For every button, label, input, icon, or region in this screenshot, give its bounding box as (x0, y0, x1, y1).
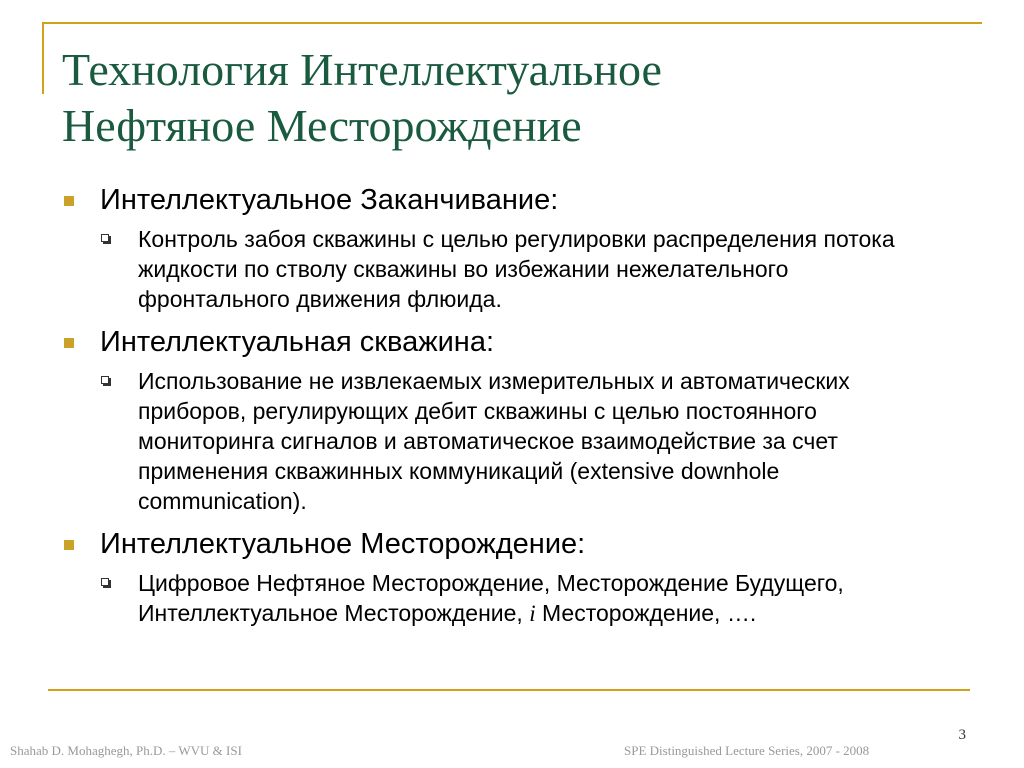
left-rule (42, 22, 44, 94)
footer-series: SPE Distinguished Lecture Series, 2007 - 2008 (624, 743, 870, 758)
bullet-heading: Интеллектуальная скважина: (100, 326, 495, 358)
hollow-square-bullet-icon (101, 234, 109, 242)
bullet-item-1 (62, 182, 972, 218)
sub-bullet-item-3 (62, 568, 898, 629)
bullet-heading: Интеллектуальное Месторождение: (100, 528, 586, 560)
sub-bullet-item-2 (62, 366, 898, 516)
sub-bullet-item-1 (62, 224, 898, 314)
square-bullet-icon (64, 540, 74, 550)
hollow-square-bullet-icon (101, 578, 109, 586)
top-rule (42, 22, 982, 24)
sub-bullet-text-part-1: Цифровое Нефтяное Месторождение, Месторождение Будущего, Интеллектуальное Месторождение, (138, 570, 844, 626)
page-number: 3 (958, 727, 966, 743)
slide-title (62, 42, 962, 154)
sub-bullet-text-part-2: Месторождение, …. (535, 600, 757, 626)
square-bullet-icon (64, 196, 74, 206)
footer-author: Shahab D. Mohaghegh, Ph.D. – WVU & ISI (10, 743, 242, 758)
title-line-1: Технология Интеллектуальное (62, 44, 662, 95)
square-bullet-icon (64, 338, 74, 348)
bullet-item-3 (62, 526, 972, 562)
sub-bullet-text: Использование не извлекаемых измерительных и автоматических приборов, регулирующих дебит скважины с целью постоянного мониторинга сигналов и автоматическое взаимодействие за счет применения скважинных коммуникаций (extensive downhole communication). (138, 368, 850, 514)
bullet-heading: Интеллектуальное Заканчивание: (100, 184, 559, 216)
sub-bullet-text: Контроль забоя скважины с целью регулировки распределения потока жидкости по стволу скважины во избежании нежелательного фронтального движения флюида. (138, 226, 895, 312)
title-line-2: Нефтяное Месторождение (62, 100, 582, 151)
bullet-item-2 (62, 324, 972, 360)
hollow-square-bullet-icon (101, 376, 109, 384)
sub-bullet-italic-i: i (529, 601, 536, 626)
bottom-rule (48, 689, 970, 691)
slide-content (62, 182, 972, 639)
